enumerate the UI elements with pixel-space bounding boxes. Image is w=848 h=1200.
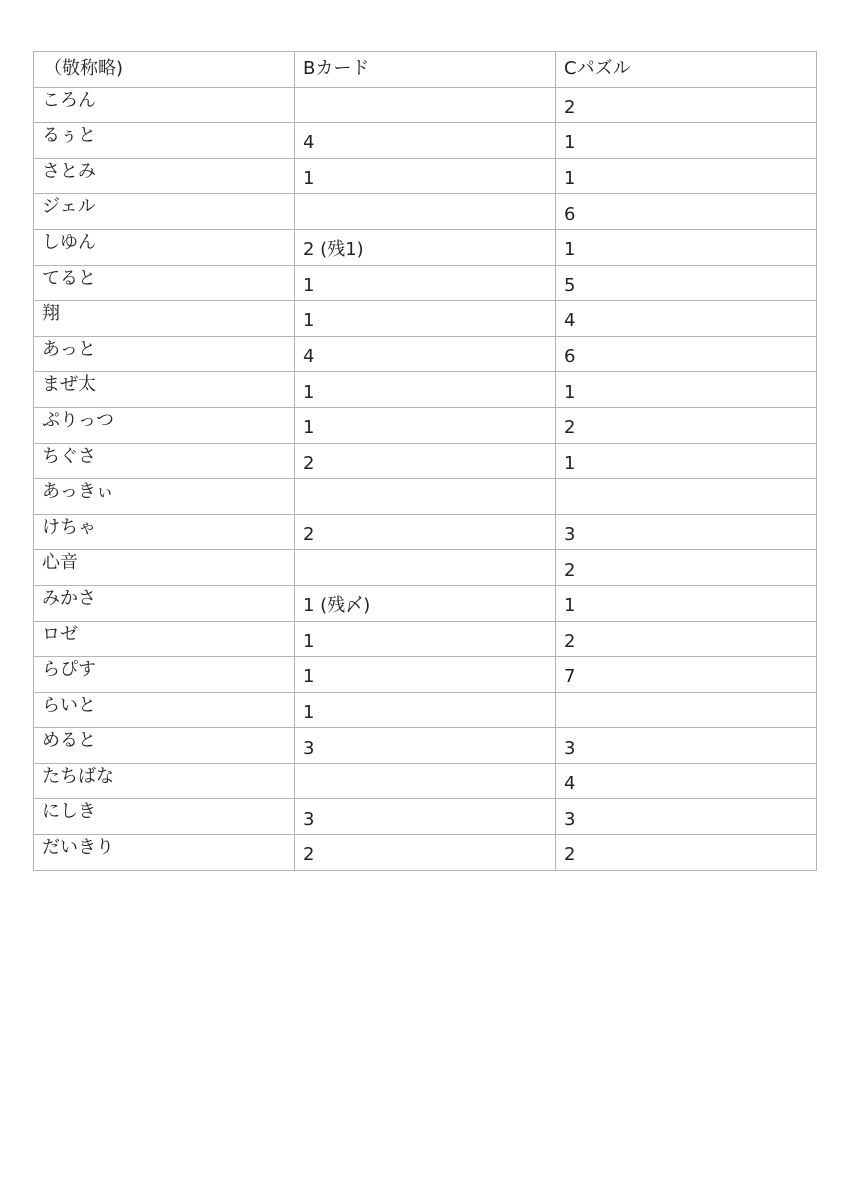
name-cell: 翔: [34, 301, 295, 337]
table-row: [34, 550, 817, 586]
b-card-cell: [295, 550, 556, 586]
table-row: [34, 87, 817, 123]
c-puzzle-cell: 6: [556, 336, 817, 372]
b-card-cell: 1: [295, 407, 556, 443]
header-b-card-column: Bカード: [295, 52, 556, 88]
c-puzzle-cell: 3: [556, 799, 817, 835]
b-card-cell: 2 (残1): [295, 229, 556, 265]
table-row: [34, 692, 817, 728]
b-card-cell: 4: [295, 336, 556, 372]
name-cell: らいと: [34, 692, 295, 728]
header-c-puzzle-column: Cパズル: [556, 52, 817, 88]
c-puzzle-cell: 7: [556, 657, 817, 693]
c-puzzle-cell: 3: [556, 514, 817, 550]
b-card-cell: [295, 763, 556, 799]
name-cell: めると: [34, 728, 295, 764]
name-cell: みかさ: [34, 585, 295, 621]
name-cell: だいきり: [34, 835, 295, 871]
c-puzzle-cell: 1: [556, 123, 817, 159]
c-puzzle-cell: 2: [556, 621, 817, 657]
table-row: [34, 229, 817, 265]
name-cell: たちばな: [34, 763, 295, 799]
table-row: [34, 621, 817, 657]
b-card-cell: 1: [295, 621, 556, 657]
b-card-cell: 1 (残〆): [295, 585, 556, 621]
b-card-cell: 3: [295, 728, 556, 764]
c-puzzle-cell: [556, 479, 817, 515]
c-puzzle-cell: 2: [556, 87, 817, 123]
c-puzzle-cell: 1: [556, 229, 817, 265]
table-row: [34, 158, 817, 194]
b-card-cell: 3: [295, 799, 556, 835]
name-cell: ロゼ: [34, 621, 295, 657]
b-card-cell: 1: [295, 301, 556, 337]
c-puzzle-cell: 4: [556, 301, 817, 337]
b-card-cell: [295, 479, 556, 515]
c-puzzle-cell: 6: [556, 194, 817, 230]
c-puzzle-cell: 4: [556, 763, 817, 799]
name-cell: 心音: [34, 550, 295, 586]
name-cell: らぴす: [34, 657, 295, 693]
header-name-column: （敬称略): [34, 52, 295, 88]
name-cell: あっきぃ: [34, 479, 295, 515]
c-puzzle-cell: 1: [556, 443, 817, 479]
name-cell: あっと: [34, 336, 295, 372]
table-row: [34, 585, 817, 621]
name-cell: まぜ太: [34, 372, 295, 408]
b-card-cell: 2: [295, 514, 556, 550]
table-row: [34, 763, 817, 799]
name-cell: ぷりっつ: [34, 407, 295, 443]
b-card-cell: 2: [295, 835, 556, 871]
name-cell: しゆん: [34, 229, 295, 265]
c-puzzle-cell: 5: [556, 265, 817, 301]
table-row: [34, 514, 817, 550]
b-card-cell: 2: [295, 443, 556, 479]
name-cell: ちぐさ: [34, 443, 295, 479]
table-row: [34, 301, 817, 337]
table-row: [34, 728, 817, 764]
b-card-cell: 1: [295, 158, 556, 194]
c-puzzle-cell: 1: [556, 372, 817, 408]
tally-table-body: [34, 52, 817, 871]
table-row: [34, 194, 817, 230]
table-row: [34, 657, 817, 693]
table-row: [34, 835, 817, 871]
table-row: [34, 372, 817, 408]
b-card-cell: 4: [295, 123, 556, 159]
table-row: [34, 123, 817, 159]
b-card-cell: [295, 194, 556, 230]
name-cell: さとみ: [34, 158, 295, 194]
b-card-cell: [295, 87, 556, 123]
table-row: [34, 443, 817, 479]
c-puzzle-cell: 2: [556, 550, 817, 586]
table-row: [34, 265, 817, 301]
name-cell: るぅと: [34, 123, 295, 159]
name-cell: にしき: [34, 799, 295, 835]
name-cell: ジェル: [34, 194, 295, 230]
c-puzzle-cell: 2: [556, 835, 817, 871]
c-puzzle-cell: 2: [556, 407, 817, 443]
table-row: [34, 479, 817, 515]
b-card-cell: 1: [295, 372, 556, 408]
name-cell: ころん: [34, 87, 295, 123]
c-puzzle-cell: 1: [556, 585, 817, 621]
b-card-cell: 1: [295, 265, 556, 301]
tally-table: [33, 51, 817, 871]
name-cell: けちゃ: [34, 514, 295, 550]
b-card-cell: 1: [295, 657, 556, 693]
name-cell: てると: [34, 265, 295, 301]
b-card-cell: 1: [295, 692, 556, 728]
table-row: [34, 336, 817, 372]
table-row: [34, 799, 817, 835]
c-puzzle-cell: 3: [556, 728, 817, 764]
table-header-row: [34, 52, 817, 88]
table-row: [34, 407, 817, 443]
c-puzzle-cell: 1: [556, 158, 817, 194]
c-puzzle-cell: [556, 692, 817, 728]
